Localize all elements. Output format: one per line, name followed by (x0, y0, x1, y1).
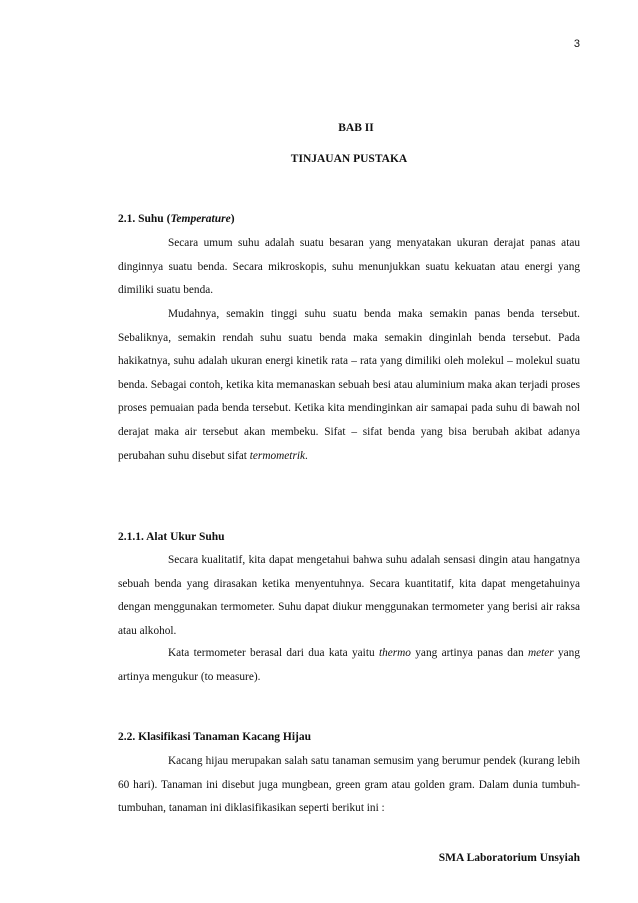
paragraph-termometer-etymology (118, 642, 580, 689)
section-heading-alat-ukur: 2.1.1. Alat Ukur Suhu (118, 531, 225, 543)
section-heading-suhu: 2.1. Suhu (Temperature) (118, 213, 235, 225)
term-thermo: thermo (378, 647, 411, 659)
term-termometrik: termometrik (249, 449, 305, 462)
page-footer: SMA Laboratorium Unsyiah (438, 852, 580, 864)
paragraph-suhu-explanation-text: Mudahnya, semakin tinggi suhu suatu benda maka semakin panas benda tersebut. Sebaliknya, semakin rendah suhu suatu benda maka semakin dinginlah benda tersebut. Pada hakikatnya, suhu adalah ukuran energi kinetik rata – rata yang dimiliki oleh molekul – molekul suatu benda. Sebagai contoh, ketika kita memanaskan sebuah besi atau aluminium maka akan terjadi proses proses pemuaian pada benda tersebut. Ketika kita mendinginkan air samapai pada suhu di bawah nol derajat maka air tersebut akan membeku. Sifat – sifat benda yang bisa berubah akibat adanya perubahan suhu disebut sifat (118, 308, 580, 462)
page-number: 3 (573, 38, 580, 50)
paragraph-alat-ukur: Secara kualitatif, kita dapat mengetahui bahwa suhu adalah sensasi dingin atau hangatnya sebuah benda yang dirasakan ketika menyentuhnya. Secara kuantitatif, kita dapat mengetahuinya dengan menggunakan termometer. Suhu dapat diukur menggunakan termometer yang berisi air raksa atau alkohol. (118, 554, 580, 637)
etymology-text-a: Kata termometer berasal dari dua kata yaitu (168, 647, 375, 659)
chapter-title: TINJAUAN PUSTAKA (290, 153, 408, 165)
section-heading-number: 2.1. Suhu (118, 213, 164, 225)
etymology-text-c: yang artinya mengukur (to measure). (118, 647, 580, 683)
section-heading-kacang-hijau: 2.2. Klasifikasi Tanaman Kacang Hijau (118, 731, 311, 743)
etymology-text-b: yang artinya panas dan (415, 647, 524, 659)
section-heading-italic: Temperature (170, 213, 231, 225)
term-meter: meter (527, 647, 554, 659)
paragraph-kacang-hijau: Kacang hijau merupakan salah satu tanaman semusim yang berumur pendek (kurang lebih 60 hari). Tanaman ini disebut juga mungbean, green gram atau golden gram. Dalam dunia tumbuh-tumbuhan, tanaman ini diklasifikasikan seperti berikut ini : (118, 755, 580, 815)
paragraph-suhu-definition: Secara umum suhu adalah suatu besaran yang menyatakan ukuran derajat panas atau dinginnya suatu benda. Secara mikroskopis, suhu menunjukkan suatu kekuatan atau energi yang dimiliki suatu benda. (118, 237, 580, 297)
paragraph-suhu-explanation (118, 303, 580, 468)
chapter-label: BAB II (338, 122, 374, 134)
paragraph-suhu-explanation-end: . (305, 449, 308, 462)
